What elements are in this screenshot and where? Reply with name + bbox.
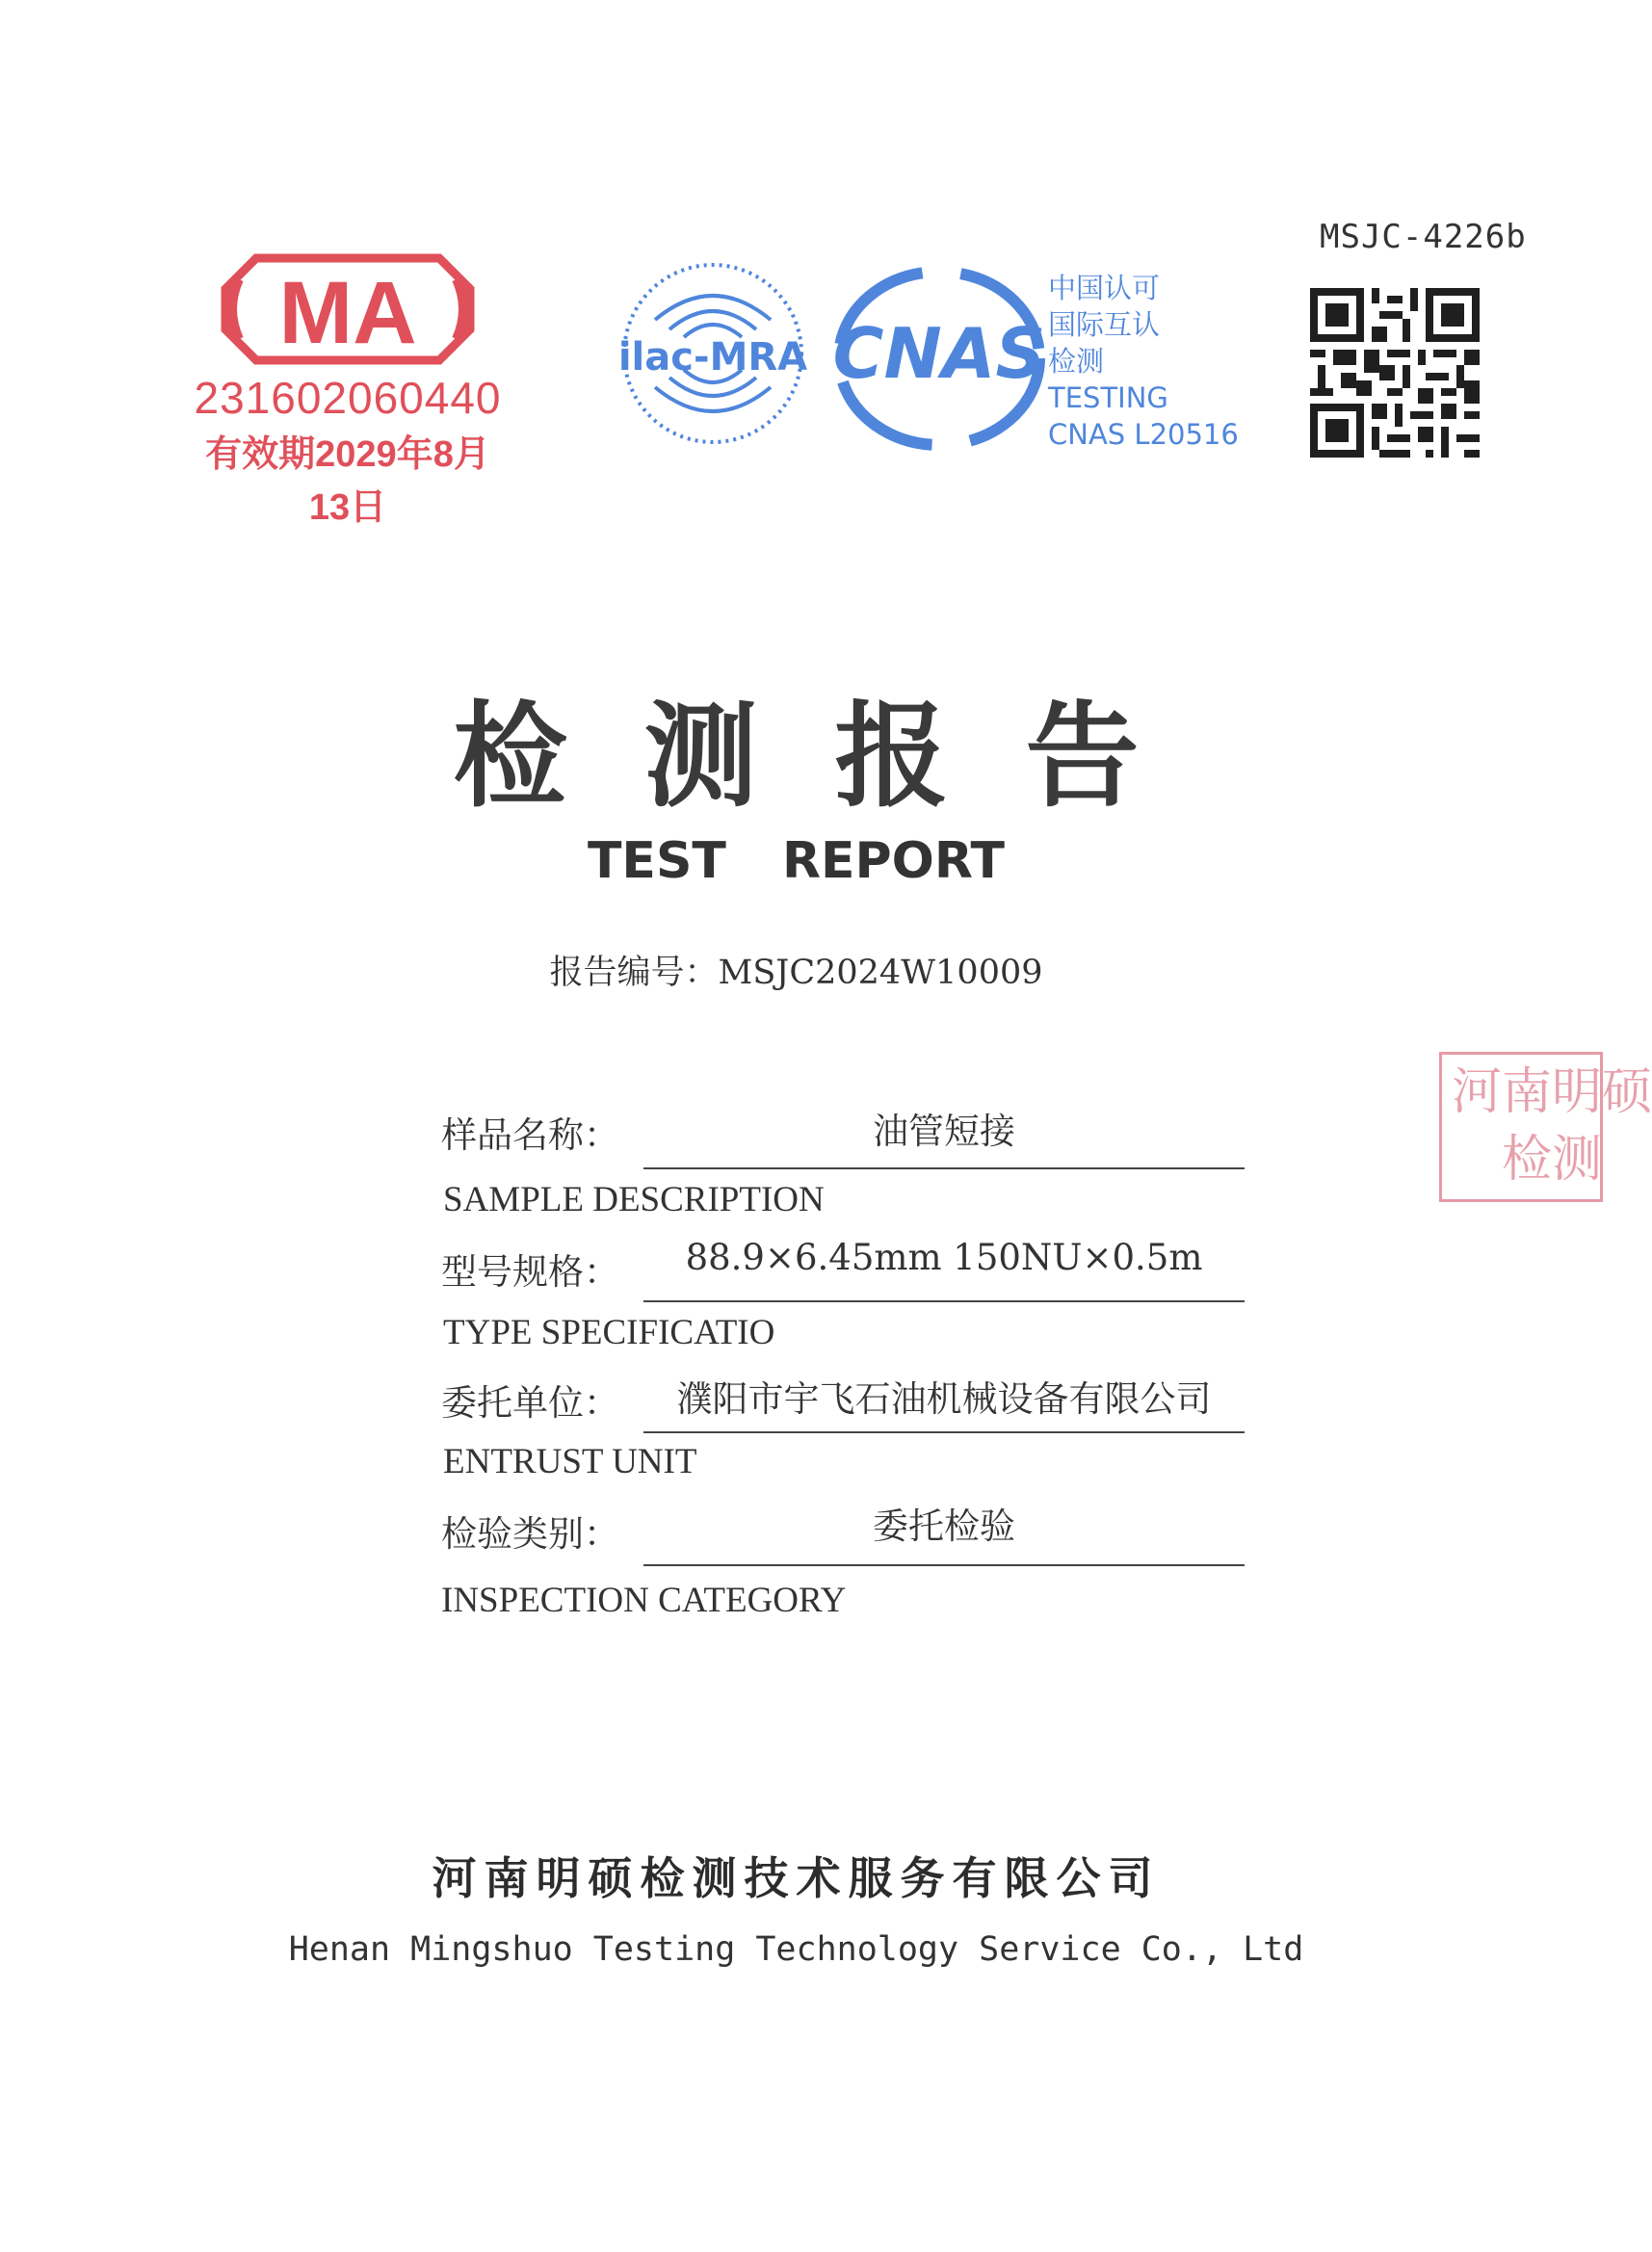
field-value-entrust-unit: 濮阳市宇飞石油机械设备有限公司	[676, 1378, 1212, 1420]
field-underline	[643, 1431, 1245, 1433]
company-name-english: Henan Mingshuo Testing Technology Service Co., Ltd	[288, 1930, 1304, 1969]
document-code: MSJC-4226b	[1320, 218, 1527, 256]
cma-validity: 有效期2029年8月13日	[205, 434, 490, 528]
cma-logo-icon	[218, 247, 478, 372]
title-chinese: 检测报告	[453, 689, 1217, 823]
field-underline	[643, 1564, 1245, 1566]
cnas-line-1: 中国认可	[1048, 272, 1161, 304]
company-name-chinese: 河南明硕检测技术服务有限公司	[432, 1852, 1161, 1904]
field-value-type-spec: 88.9×6.45mm 150NU×0.5m	[685, 1237, 1203, 1278]
field-label-inspection-category: 检验类别：	[441, 1513, 619, 1555]
field-underline	[643, 1300, 1245, 1302]
ilac-text: ilac-MRA	[617, 335, 808, 380]
field-value-sample-name: 油管短接	[873, 1111, 1015, 1152]
cnas-line-2: 国际互认	[1048, 308, 1161, 341]
field-en-type-specification: TYPE SPECIFICATIO	[443, 1313, 775, 1352]
cnas-line-4: TESTING	[1048, 381, 1168, 414]
ilac-mra-emblem	[616, 252, 809, 458]
field-label-entrust-unit: 委托单位：	[441, 1382, 619, 1424]
cnas-line-3: 检测	[1048, 345, 1105, 378]
title-english: TEST REPORT	[587, 832, 1006, 890]
cma-stamp	[189, 247, 507, 528]
cnas-logo-text: CNAS	[832, 313, 1046, 394]
field-label-sample-name: 样品名称：	[441, 1114, 619, 1156]
qr-code-icon	[1310, 287, 1480, 458]
field-en-inspection-category: INSPECTION CATEGORY	[441, 1581, 847, 1620]
field-en-entrust-unit: ENTRUST UNIT	[443, 1442, 697, 1481]
cma-logo-text: MA	[278, 264, 417, 362]
field-underline	[643, 1167, 1245, 1169]
company-seal	[1439, 1052, 1652, 1202]
cnas-logo	[828, 262, 1050, 458]
report-number: 报告编号：MSJC2024W10009	[549, 954, 1043, 992]
seal-line-2: 检测	[1502, 1131, 1603, 1189]
ilac-mra-icon	[616, 252, 809, 455]
cnas-icon	[828, 262, 1050, 455]
field-value-inspection-category: 委托检验	[873, 1506, 1015, 1547]
cnas-line-5: CNAS L20516	[1048, 418, 1239, 451]
cnas-caption	[1048, 270, 1239, 453]
cma-number: 231602060440	[194, 373, 502, 423]
seal-line-1: 河南明硕	[1452, 1063, 1652, 1121]
field-en-sample-description: SAMPLE DESCRIPTION	[443, 1180, 825, 1219]
field-label-type-spec: 型号规格：	[441, 1251, 619, 1293]
